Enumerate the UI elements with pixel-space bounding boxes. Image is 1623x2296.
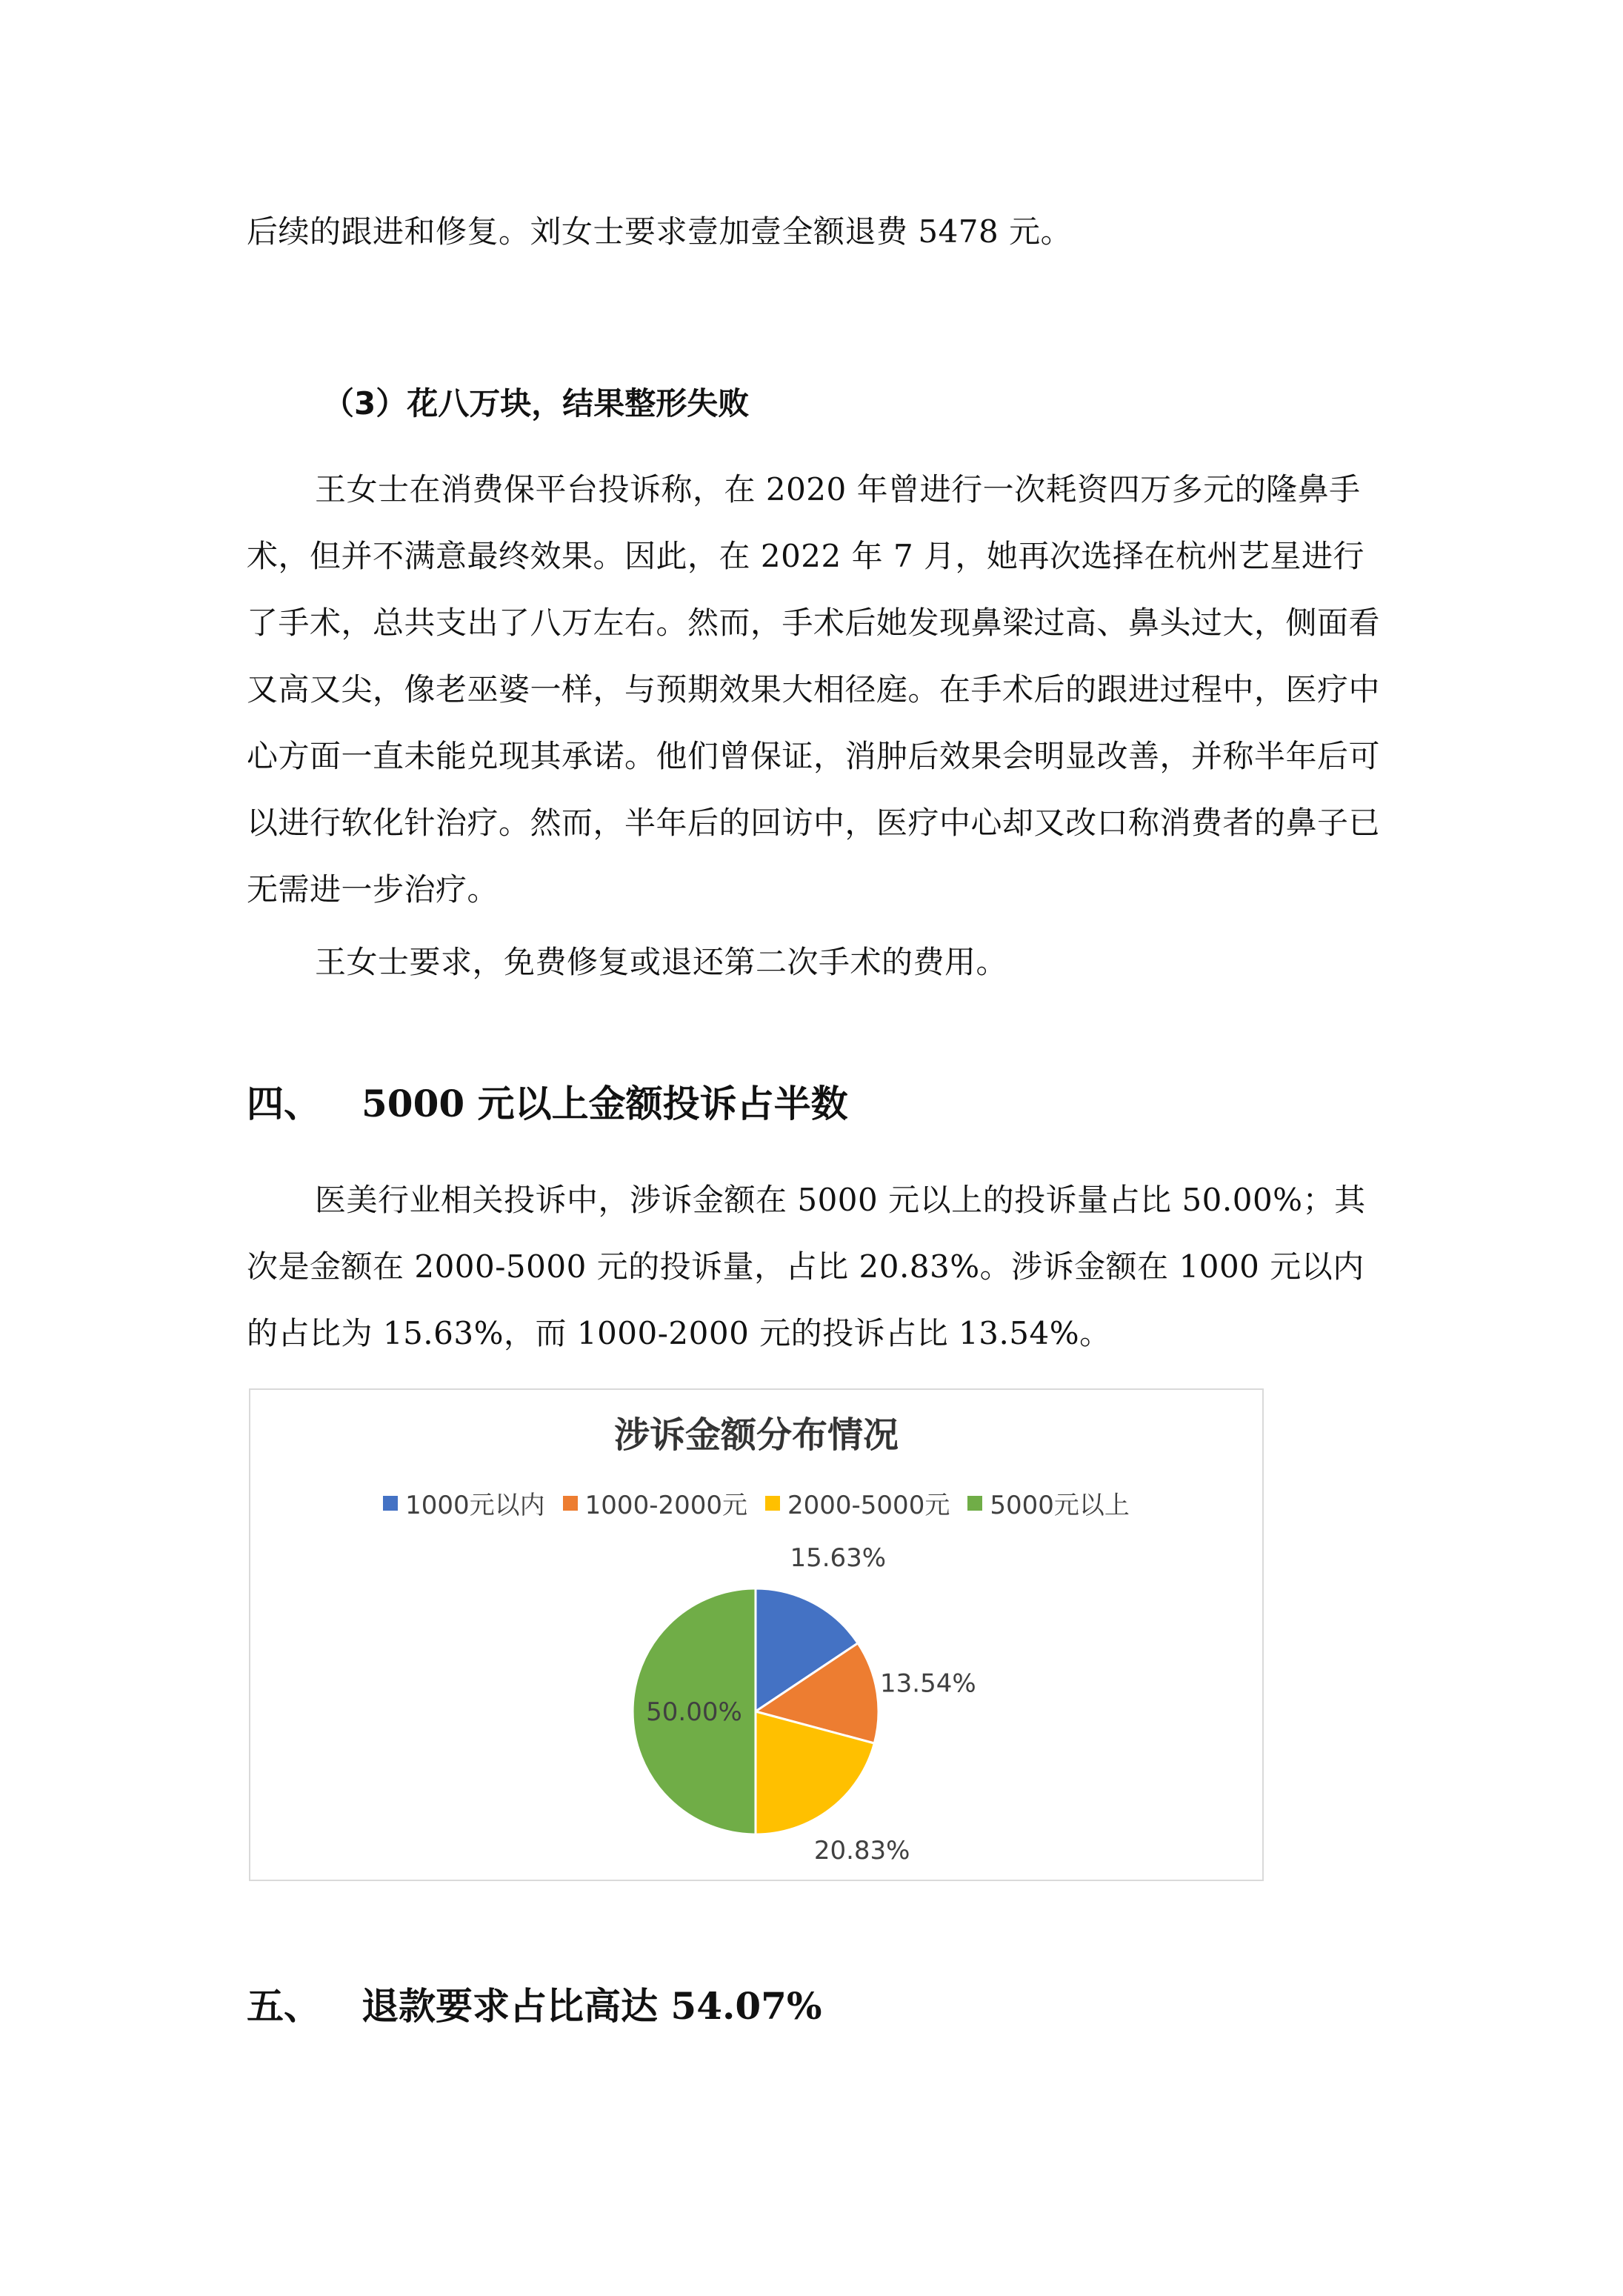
section-5-number: 五、 xyxy=(247,1985,321,2028)
legend-label: 1000元以内 xyxy=(405,1491,545,1520)
case-3-demand-paragraph: 王女士要求，免费修复或退还第二次手术的费用。 xyxy=(315,944,1008,980)
section-4-number: 四、 xyxy=(247,1082,321,1125)
pie-chart-container xyxy=(249,1388,1264,1881)
pie-data-label: 20.83% xyxy=(813,1836,910,1866)
pie-data-label: 13.54% xyxy=(880,1668,976,1699)
section-5-heading xyxy=(247,1980,822,2032)
section-4-heading xyxy=(247,1078,848,1130)
section-4-title: 5000 元以上金额投诉占半数 xyxy=(361,1082,848,1125)
pie-data-label: 50.00% xyxy=(646,1697,742,1727)
pie-data-label: 15.63% xyxy=(790,1543,887,1573)
legend-label: 1000-2000元 xyxy=(584,1491,747,1520)
subheading-case-3: （3）花八万块，结果整形失败 xyxy=(323,385,750,422)
case-3-paragraph: 王女士在消费保平台投诉称，在 2020 年曾进行一次耗资四万多元的隆鼻手术，但并不满意最终效果。因此，在 2022 年 7 月，她再次选择在杭州艺星进行了手术，总共支出了八万左右。然而，手术后她发现鼻梁过高、鼻头过大，侧面看又高又尖，像老巫婆一样，与预期效果大相径庭。在手术后的跟进过程中，医疗中心方面一直未能兑现其承诺。他们曾保证，消肿后效果会明显改善，并称半年后可以进行软化针治疗。然而，半年后的回访中，医疗中心却又改口称消费者的鼻子已无需进一步治疗。 xyxy=(247,471,1381,908)
section-4-body-paragraph: 医美行业相关投诉中，涉诉金额在 5000 元以上的投诉量占比 50.00%；其次是金额在 2000-5000 元的投诉量，占比 20.83%。涉诉金额在 1000 元以内的占比为 15.63%，而 1000-2000 元的投诉占比 13.54%。 xyxy=(247,1182,1366,1351)
continuation-paragraph: 后续的跟进和修复。刘女士要求壹加壹全额退费 5478 元。 xyxy=(247,213,1073,250)
legend-label: 5000元以上 xyxy=(990,1491,1130,1520)
section-5-title: 退款要求占比高达 54.07% xyxy=(361,1984,822,2028)
legend-label: 2000-5000元 xyxy=(787,1491,950,1520)
chart-title: 涉诉金额分布情况 xyxy=(613,1414,899,1456)
pie-chart xyxy=(250,1390,1262,1880)
